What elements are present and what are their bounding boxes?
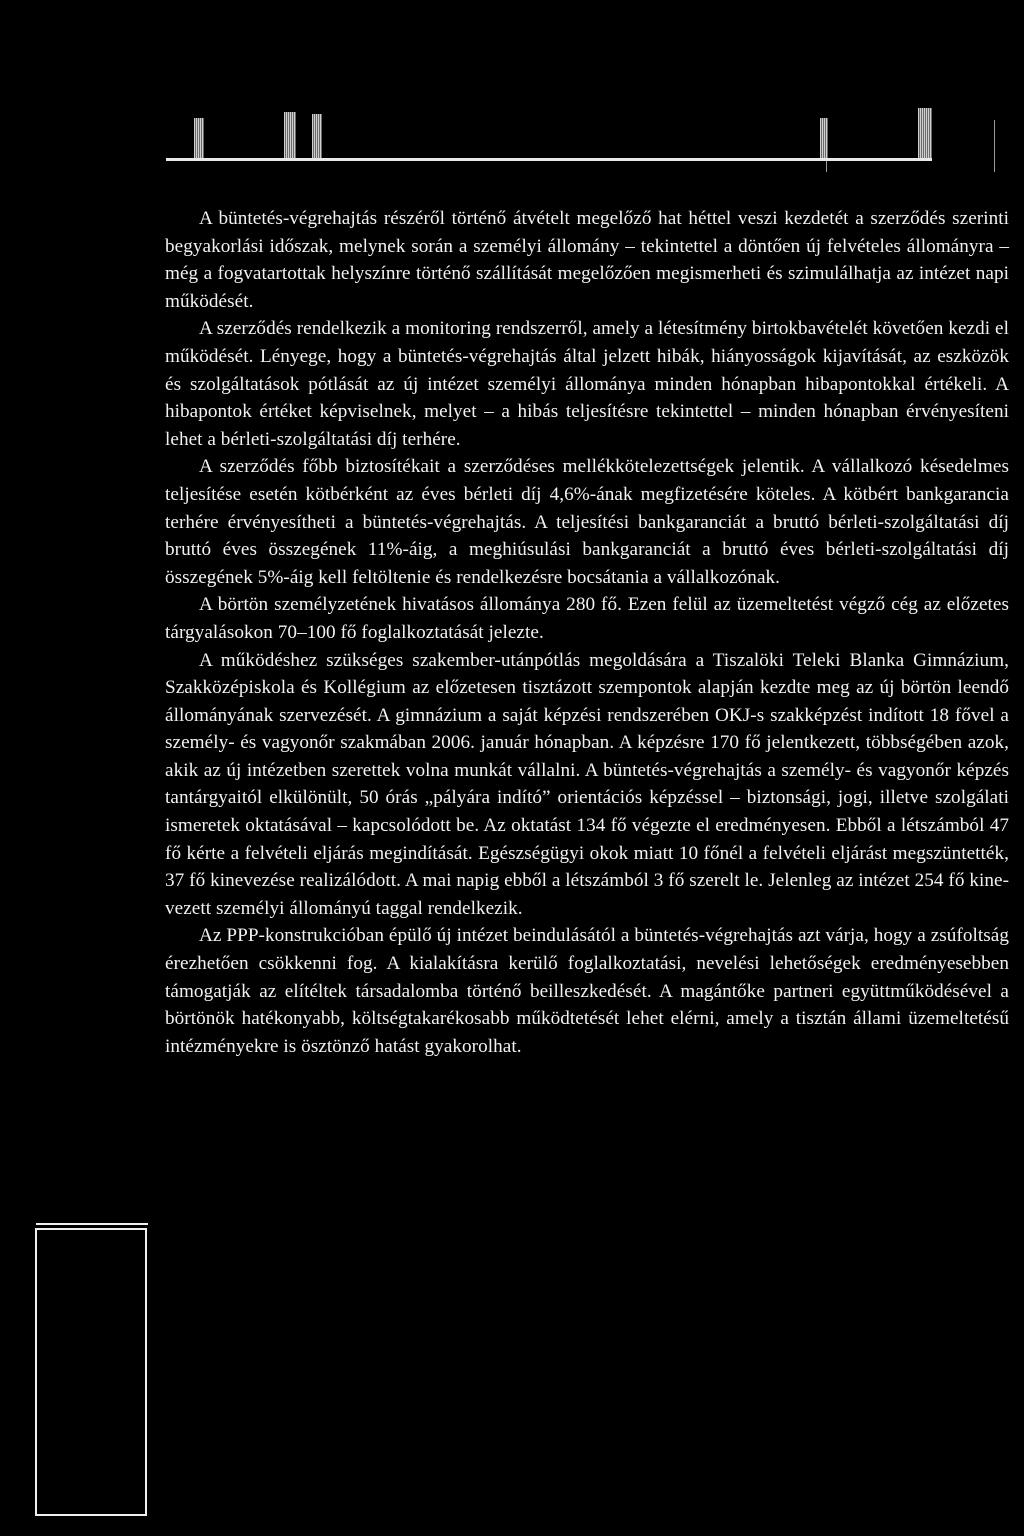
- header-mark-1: [194, 118, 204, 158]
- paragraph: A szerződés rendelkezik a monitoring rendszerről, amely a létesítmény birtokbavételét követően kezdi el működését. Lényege, hogy a büntetés-végrehajtás által jelzett hibák, hiányosságok kijavítását, az eszközök és szolgáltatások pótlását az új intézet személyi állománya minden hónapban hibapontokkal értékeli. A hibapontok értéket képviselnek, melyet – a hibás teljesítésre tekintettel – minden hónapban érvényesíteni lehet a bérleti-szolgáltatási díj terhére.: [165, 318, 1009, 450]
- footnote-rule: [36, 1223, 148, 1225]
- header-tick-1: [826, 160, 827, 172]
- footnote-frame: [35, 1228, 147, 1516]
- header-mark-2: [284, 112, 296, 158]
- body-text: [165, 205, 1009, 1060]
- header-rule: [166, 158, 932, 161]
- header-mark-3: [312, 114, 322, 158]
- paragraph: A működéshez szükséges szakember-utánpótlás megoldására a Tiszalöki Teleki Blanka Gimnázium, Szakközépiskola és Kollégium az előzetesen tisztázott szempontok alapján kezdte meg az új börtön leendő állományának szervezését. A gimnázium a saját képzési rendszerében OKJ-s szakképzést indított 18 fővel a személy- és vagyonőr szakmában 2006. január hónapban. A képzésre 170 fő jelentkezett, többségében azok, akik az új intézetben szerettek volna munkát vállalni. A büntetés-végrehajtás a személy- és vagyonőr képzés tantárgyaitól elkülönült, 50 órás „pályára indító” orientációs képzéssel – biztonsági, jogi, illetve szolgálati ismeretek oktatásával – kapcsolódott be. Az oktatást 134 fő végezte el eredményesen. Ebből a létszámból 47 fő kérte a felvételi eljárás megindítását. Egészségügyi okok miatt 10 főnél a felvételi eljárást megszüntették, 37 fő kinevezése realizálódott. A mai napig ebből a létszámból 3 fő szerelt le. Jelenleg az intézet 254 fő kinevezett személyi állományú taggal rendelkezik.: [165, 649, 1009, 919]
- header-mark-5: [918, 108, 932, 158]
- header-mark-4: [820, 118, 828, 158]
- paragraph: A börtön személyzetének hivatásos állománya 280 fő. Ezen felül az üzemeltetést végző cég az előzetes tárgyalásokon 70–100 fő foglalkoztatását jelezte.: [165, 594, 1009, 643]
- header-tick-2: [994, 120, 995, 172]
- paragraph: Az PPP-konstrukcióban épülő új intézet beindulásától a büntetés-végrehajtás azt várja, hogy a zsúfoltság érezhetően csökkenni fog. A kialakításra kerülő foglalkoztatási, nevelési lehetőségek eredményesebben támogatják az elítéltek társadalomba történő beilleszkedését. A magántőke partneri együttműködésével a börtönök hatékonyabb, költségtakarékosabb működtetését lehet elérni, amely a tisztán állami üzemeltetésű intézményekre is ösztönző hatást gyakorolhat.: [165, 925, 1009, 1057]
- paragraph: A büntetés-végrehajtás részéről történő átvételt megelőző hat héttel veszi kezdetét a szerződés szerinti begyakorlási időszak, melynek során a személyi állomány – tekintettel a döntően új felvételes állományra – még a fogvatartottak helyszínre történő szállítását megelőzően megismerheti és szimulálhatja az intézet napi működését.: [165, 208, 1009, 312]
- paragraph: A szerződés főbb biztosítékait a szerződéses mellékkötelezettségek jelentik. A vállalkozó késedelmes teljesítése esetén kötbérként az éves bérleti díj 4,6%-ának megfizetésére köteles. A kötbért bankgarancia terhére érvényesítheti a büntetés-végrehajtás. A teljesítési bankgaranciát a bruttó bérleti-szolgáltatási díj bruttó éves összegének 11%-áig, a meghiúsulási bankgaranciát a bruttó éves bérleti-szolgáltatási díj összegének 5%-áig kell feltöltenie és rendelkezésre bocsátania a vállalkozónak.: [165, 456, 1009, 588]
